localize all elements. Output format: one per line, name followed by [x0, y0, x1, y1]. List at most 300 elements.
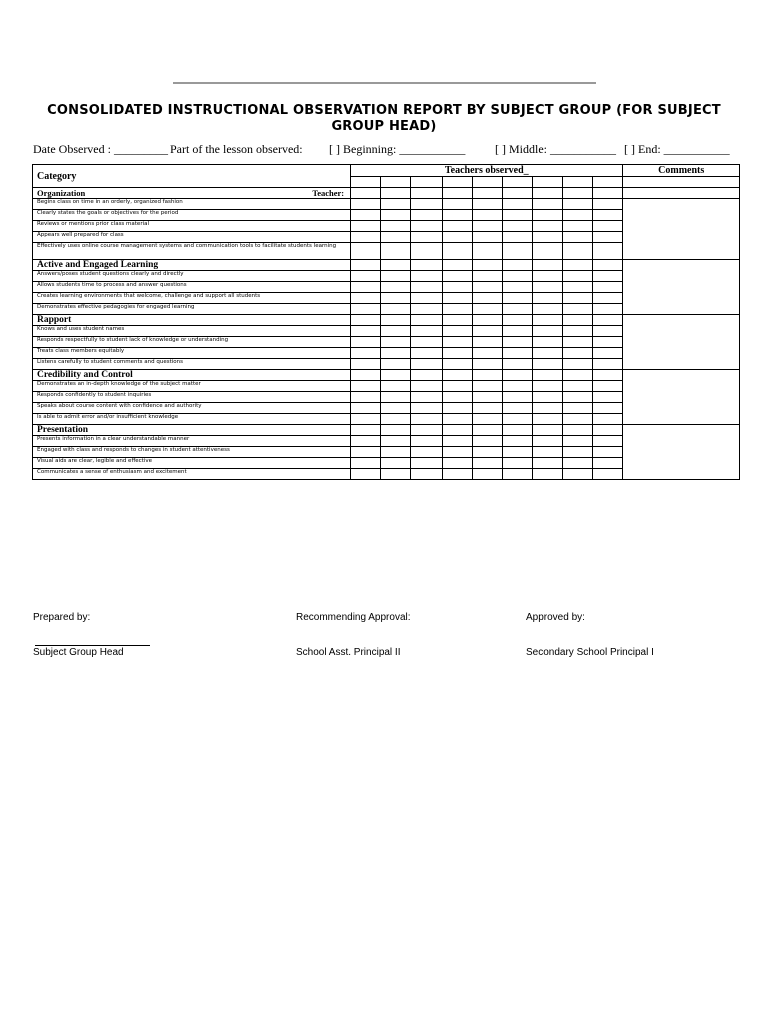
section-name: Organization: [37, 188, 86, 198]
rating-cell[interactable]: [411, 271, 442, 282]
rating-cell[interactable]: [533, 326, 563, 337]
rating-cell[interactable]: [411, 381, 442, 392]
rating-cell[interactable]: [563, 282, 593, 293]
rating-cell[interactable]: [442, 315, 472, 326]
rating-cell[interactable]: [533, 392, 563, 403]
rating-cell[interactable]: [563, 414, 593, 425]
rating-cell[interactable]: [472, 469, 502, 480]
rating-cell[interactable]: [472, 243, 502, 260]
rating-cell[interactable]: [411, 414, 442, 425]
rating-cell[interactable]: [472, 232, 502, 243]
rating-cell[interactable]: [411, 199, 442, 210]
comment-cell[interactable]: [623, 370, 740, 425]
rating-cell[interactable]: [351, 392, 381, 403]
rating-cell[interactable]: [351, 458, 381, 469]
section-row: [33, 425, 740, 436]
rating-cell[interactable]: [533, 447, 563, 458]
rating-cell[interactable]: [593, 425, 623, 436]
table-header-row: [33, 165, 740, 177]
rating-cell[interactable]: [442, 337, 472, 348]
rating-cell[interactable]: [442, 199, 472, 210]
rating-cell[interactable]: [381, 232, 411, 243]
rating-cell[interactable]: [533, 210, 563, 221]
rating-cell[interactable]: [442, 403, 472, 414]
section-row: [33, 260, 740, 271]
rating-cell[interactable]: [381, 188, 411, 199]
rating-cell[interactable]: [563, 326, 593, 337]
rating-cell[interactable]: [472, 447, 502, 458]
rating-cell[interactable]: [593, 243, 623, 260]
rating-cell[interactable]: [381, 304, 411, 315]
rating-cell[interactable]: [351, 293, 381, 304]
rating-cell[interactable]: [502, 282, 532, 293]
rating-cell[interactable]: [472, 271, 502, 282]
rating-cell[interactable]: [381, 271, 411, 282]
criterion-text: Allows students time to process and answer questions: [33, 282, 351, 293]
rating-cell[interactable]: [593, 221, 623, 232]
rating-cell[interactable]: [563, 293, 593, 304]
rating-cell[interactable]: [502, 243, 532, 260]
rating-cell[interactable]: [533, 232, 563, 243]
rating-cell[interactable]: [442, 304, 472, 315]
rating-cell[interactable]: [533, 293, 563, 304]
category-header: Category: [33, 165, 351, 188]
rating-cell[interactable]: [563, 469, 593, 480]
rating-cell[interactable]: [472, 414, 502, 425]
rating-cell[interactable]: [533, 260, 563, 271]
rating-cell[interactable]: [381, 414, 411, 425]
rating-cell[interactable]: [472, 260, 502, 271]
rating-cell[interactable]: [442, 271, 472, 282]
teacher-column-cell[interactable]: [533, 177, 563, 188]
rating-cell[interactable]: [593, 199, 623, 210]
criterion-text: Effectively uses online course management systems and communication tools to facilitate students learning: [33, 243, 351, 260]
rating-cell[interactable]: [502, 348, 532, 359]
rating-cell[interactable]: [411, 210, 442, 221]
end-checkbox-field: [ ] End: ___________: [624, 142, 730, 156]
rating-cell[interactable]: [563, 403, 593, 414]
rating-cell[interactable]: [533, 414, 563, 425]
rating-cell[interactable]: [472, 210, 502, 221]
rating-cell[interactable]: [472, 188, 502, 199]
rating-cell[interactable]: [563, 392, 593, 403]
rating-cell[interactable]: [472, 348, 502, 359]
rating-cell[interactable]: [381, 260, 411, 271]
rating-cell[interactable]: [533, 425, 563, 436]
section-row: [33, 188, 740, 199]
rating-cell[interactable]: [563, 260, 593, 271]
rating-cell[interactable]: [502, 403, 532, 414]
rating-cell[interactable]: [351, 232, 381, 243]
rating-cell[interactable]: [502, 221, 532, 232]
comment-cell[interactable]: [623, 425, 740, 480]
beginning-checkbox-field: [ ] Beginning: ___________: [329, 142, 466, 156]
rating-cell[interactable]: [502, 359, 532, 370]
header-rule: [173, 82, 596, 84]
criterion-text: Visual aids are clear, legible and effective: [33, 458, 351, 469]
rating-cell[interactable]: [593, 359, 623, 370]
middle-checkbox-field: [ ] Middle: ___________: [495, 142, 616, 156]
rating-cell[interactable]: [533, 436, 563, 447]
rating-cell[interactable]: [472, 293, 502, 304]
rating-cell[interactable]: [351, 337, 381, 348]
rating-cell[interactable]: [472, 403, 502, 414]
rating-cell[interactable]: [381, 370, 411, 381]
rating-cell[interactable]: [381, 243, 411, 260]
rating-cell[interactable]: [442, 392, 472, 403]
rating-cell[interactable]: [411, 188, 442, 199]
principal-label: Secondary School Principal I: [526, 647, 654, 658]
rating-cell[interactable]: [351, 403, 381, 414]
teacher-column-cell[interactable]: [502, 177, 532, 188]
rating-cell[interactable]: [563, 381, 593, 392]
criterion-text: Speaks about course content with confidence and authority: [33, 403, 351, 414]
report-title: CONSOLIDATED INSTRUCTIONAL OBSERVATION REPORT BY SUBJECT GROUP (FOR SUBJECT GROUP HEAD): [47, 103, 721, 134]
date-observed-field: Date Observed : _________: [33, 142, 168, 156]
criterion-text: Responds confidently to student inquiries: [33, 392, 351, 403]
rating-cell[interactable]: [351, 348, 381, 359]
teacher-column-cell[interactable]: [381, 177, 411, 188]
rating-cell[interactable]: [411, 447, 442, 458]
rating-cell[interactable]: [411, 326, 442, 337]
rating-cell[interactable]: [533, 243, 563, 260]
rating-cell[interactable]: [442, 425, 472, 436]
section-title: [33, 370, 351, 381]
rating-cell[interactable]: [533, 221, 563, 232]
rating-cell[interactable]: [533, 199, 563, 210]
section-name: Credibility and Control: [37, 370, 133, 380]
rating-cell[interactable]: [533, 403, 563, 414]
rating-cell[interactable]: [502, 425, 532, 436]
rating-cell[interactable]: [442, 326, 472, 337]
rating-cell[interactable]: [593, 210, 623, 221]
rating-cell[interactable]: [411, 221, 442, 232]
asst-principal-label: School Asst. Principal II: [296, 647, 401, 658]
rating-cell[interactable]: [411, 458, 442, 469]
teacher-column-cell[interactable]: [472, 177, 502, 188]
rating-cell[interactable]: [381, 403, 411, 414]
rating-cell[interactable]: [502, 315, 532, 326]
rating-cell[interactable]: [502, 188, 532, 199]
rating-cell[interactable]: [533, 348, 563, 359]
rating-cell[interactable]: [351, 210, 381, 221]
rating-cell[interactable]: [411, 436, 442, 447]
rating-cell[interactable]: [533, 469, 563, 480]
criterion-text: Begins class on time in an orderly, organized fashion: [33, 199, 351, 210]
rating-cell[interactable]: [563, 359, 593, 370]
rating-cell[interactable]: [351, 359, 381, 370]
rating-cell[interactable]: [442, 282, 472, 293]
rating-cell[interactable]: [502, 392, 532, 403]
section-name: Presentation: [37, 425, 89, 435]
rating-cell[interactable]: [502, 337, 532, 348]
rating-cell[interactable]: [502, 210, 532, 221]
rating-cell[interactable]: [442, 260, 472, 271]
rating-cell[interactable]: [411, 392, 442, 403]
rating-cell[interactable]: [472, 326, 502, 337]
rating-cell[interactable]: [502, 458, 532, 469]
rating-cell[interactable]: [442, 447, 472, 458]
rating-cell[interactable]: [442, 188, 472, 199]
rating-cell[interactable]: [351, 447, 381, 458]
section-title: [33, 425, 351, 436]
section-title: [33, 260, 351, 271]
rating-cell[interactable]: [502, 271, 532, 282]
criterion-text: Reviews or mentions prior class material: [33, 221, 351, 232]
rating-cell[interactable]: [411, 359, 442, 370]
rating-cell[interactable]: [381, 447, 411, 458]
rating-cell[interactable]: [593, 232, 623, 243]
rating-cell[interactable]: [381, 436, 411, 447]
criterion-text: Engaged with class and responds to changes in student attentiveness: [33, 447, 351, 458]
rating-cell[interactable]: [411, 315, 442, 326]
rating-cell[interactable]: [472, 381, 502, 392]
criterion-text: Answers/poses student questions clearly and directly: [33, 271, 351, 282]
rating-cell[interactable]: [381, 293, 411, 304]
rating-cell[interactable]: [411, 282, 442, 293]
rating-cell[interactable]: [593, 337, 623, 348]
criterion-text: Knows and uses student names: [33, 326, 351, 337]
rating-cell[interactable]: [472, 436, 502, 447]
rating-cell[interactable]: [411, 260, 442, 271]
rating-cell[interactable]: [593, 348, 623, 359]
rating-cell[interactable]: [593, 260, 623, 271]
rating-cell[interactable]: [502, 414, 532, 425]
criterion-text: Creates learning environments that welcome, challenge and support all students: [33, 293, 351, 304]
rating-cell[interactable]: [593, 271, 623, 282]
recommending-approval-label: Recommending Approval:: [296, 612, 411, 623]
criterion-text: Presents information in a clear understandable manner: [33, 436, 351, 447]
rating-cell[interactable]: [381, 326, 411, 337]
signature-line: [35, 645, 150, 646]
lesson-part-label: Part of the lesson observed:: [170, 142, 303, 156]
rating-cell[interactable]: [533, 337, 563, 348]
rating-cell[interactable]: [533, 188, 563, 199]
rating-cell[interactable]: [563, 458, 593, 469]
rating-cell[interactable]: [351, 315, 381, 326]
rating-cell[interactable]: [411, 243, 442, 260]
rating-cell[interactable]: [472, 337, 502, 348]
teacher-label: Teacher:: [312, 188, 345, 198]
rating-cell[interactable]: [472, 359, 502, 370]
criterion-text: Treats class members equitably: [33, 348, 351, 359]
rating-cell[interactable]: [502, 260, 532, 271]
rating-cell[interactable]: [593, 447, 623, 458]
rating-cell[interactable]: [442, 436, 472, 447]
criterion-text: Clearly states the goals or objectives for the period: [33, 210, 351, 221]
rating-cell[interactable]: [351, 188, 381, 199]
rating-cell[interactable]: [351, 243, 381, 260]
rating-cell[interactable]: [442, 243, 472, 260]
rating-cell[interactable]: [442, 370, 472, 381]
rating-cell[interactable]: [442, 469, 472, 480]
rating-cell[interactable]: [381, 469, 411, 480]
rating-cell[interactable]: [442, 458, 472, 469]
rating-cell[interactable]: [593, 458, 623, 469]
teacher-column-cell[interactable]: [411, 177, 442, 188]
rating-cell[interactable]: [502, 304, 532, 315]
rating-cell[interactable]: [381, 392, 411, 403]
rating-cell[interactable]: [351, 381, 381, 392]
rating-cell[interactable]: [381, 337, 411, 348]
rating-cell[interactable]: [472, 392, 502, 403]
rating-cell[interactable]: [351, 425, 381, 436]
comment-cell[interactable]: [623, 260, 740, 315]
rating-cell[interactable]: [533, 315, 563, 326]
criterion-text: Communicates a sense of enthusiasm and excitement: [33, 469, 351, 480]
rating-cell[interactable]: [593, 188, 623, 199]
teacher-column-cell[interactable]: [593, 177, 623, 188]
rating-cell[interactable]: [533, 282, 563, 293]
rating-cell[interactable]: [563, 436, 593, 447]
rating-cell[interactable]: [351, 271, 381, 282]
rating-cell[interactable]: [472, 458, 502, 469]
rating-cell[interactable]: [351, 436, 381, 447]
rating-cell[interactable]: [411, 337, 442, 348]
rating-cell[interactable]: [351, 414, 381, 425]
rating-cell[interactable]: [502, 326, 532, 337]
rating-cell[interactable]: [351, 260, 381, 271]
rating-cell[interactable]: [411, 293, 442, 304]
rating-cell[interactable]: [381, 359, 411, 370]
rating-cell[interactable]: [442, 221, 472, 232]
rating-cell[interactable]: [533, 359, 563, 370]
rating-cell[interactable]: [381, 348, 411, 359]
rating-cell[interactable]: [563, 315, 593, 326]
rating-cell[interactable]: [502, 370, 532, 381]
teacher-column-cell[interactable]: [563, 177, 593, 188]
rating-cell[interactable]: [533, 271, 563, 282]
rating-cell[interactable]: [563, 232, 593, 243]
rating-cell[interactable]: [563, 425, 593, 436]
comment-cell[interactable]: [623, 199, 740, 260]
rating-cell[interactable]: [593, 370, 623, 381]
teacher-column-cell[interactable]: [442, 177, 472, 188]
rating-cell[interactable]: [502, 381, 532, 392]
rating-cell[interactable]: [351, 304, 381, 315]
criterion-text: Demonstrates an in-depth knowledge of the subject matter: [33, 381, 351, 392]
section-name: Active and Engaged Learning: [37, 260, 159, 270]
rating-cell[interactable]: [351, 282, 381, 293]
rating-cell[interactable]: [472, 304, 502, 315]
rating-cell[interactable]: [411, 469, 442, 480]
rating-cell[interactable]: [381, 221, 411, 232]
rating-cell[interactable]: [533, 458, 563, 469]
rating-cell[interactable]: [533, 370, 563, 381]
comment-cell[interactable]: [623, 315, 740, 370]
subject-group-head-label: Subject Group Head: [33, 647, 124, 658]
teacher-column-cell[interactable]: [351, 177, 381, 188]
rating-cell[interactable]: [411, 304, 442, 315]
rating-cell[interactable]: [351, 370, 381, 381]
rating-cell[interactable]: [563, 271, 593, 282]
rating-cell[interactable]: [502, 232, 532, 243]
criterion-text: Demonstrates effective pedagogies for engaged learning: [33, 304, 351, 315]
rating-cell[interactable]: [563, 210, 593, 221]
rating-cell[interactable]: [381, 381, 411, 392]
rating-cell[interactable]: [533, 304, 563, 315]
rating-cell[interactable]: [593, 381, 623, 392]
rating-cell[interactable]: [381, 425, 411, 436]
rating-cell[interactable]: [442, 232, 472, 243]
rating-cell[interactable]: [442, 210, 472, 221]
rating-cell[interactable]: [381, 199, 411, 210]
rating-cell[interactable]: [411, 403, 442, 414]
rating-cell[interactable]: [411, 348, 442, 359]
rating-cell[interactable]: [593, 293, 623, 304]
rating-cell[interactable]: [593, 282, 623, 293]
section-row: [33, 370, 740, 381]
rating-cell[interactable]: [381, 458, 411, 469]
rating-cell[interactable]: [563, 370, 593, 381]
rating-cell[interactable]: [563, 188, 593, 199]
rating-cell[interactable]: [502, 199, 532, 210]
rating-cell[interactable]: [351, 326, 381, 337]
rating-cell[interactable]: [502, 293, 532, 304]
rating-cell[interactable]: [472, 370, 502, 381]
approved-by-label: Approved by:: [526, 612, 585, 623]
rating-cell[interactable]: [593, 392, 623, 403]
rating-cell[interactable]: [502, 469, 532, 480]
rating-cell[interactable]: [533, 381, 563, 392]
rating-cell[interactable]: [472, 425, 502, 436]
rating-cell[interactable]: [472, 315, 502, 326]
rating-cell[interactable]: [472, 221, 502, 232]
rating-cell[interactable]: [351, 469, 381, 480]
observation-table: [32, 164, 740, 480]
rating-cell[interactable]: [593, 469, 623, 480]
rating-cell[interactable]: [563, 199, 593, 210]
rating-cell[interactable]: [351, 221, 381, 232]
rating-cell[interactable]: [502, 436, 532, 447]
rating-cell[interactable]: [442, 414, 472, 425]
rating-cell[interactable]: [381, 210, 411, 221]
rating-cell[interactable]: [351, 199, 381, 210]
rating-cell[interactable]: [442, 381, 472, 392]
criterion-text: Responds respectfully to student lack of knowledge or understanding: [33, 337, 351, 348]
comments-subheader-cell[interactable]: [623, 177, 740, 188]
rating-cell[interactable]: [593, 326, 623, 337]
rating-cell[interactable]: [411, 425, 442, 436]
rating-cell[interactable]: [411, 370, 442, 381]
rating-cell[interactable]: [563, 447, 593, 458]
rating-cell[interactable]: [563, 221, 593, 232]
rating-cell[interactable]: [563, 243, 593, 260]
rating-cell[interactable]: [411, 232, 442, 243]
rating-cell[interactable]: [593, 436, 623, 447]
rating-cell[interactable]: [442, 359, 472, 370]
rating-cell[interactable]: [381, 282, 411, 293]
rating-cell[interactable]: [502, 447, 532, 458]
rating-cell[interactable]: [563, 337, 593, 348]
section-title: [33, 315, 351, 326]
rating-cell[interactable]: [593, 414, 623, 425]
rating-cell[interactable]: [593, 304, 623, 315]
rating-cell[interactable]: [593, 315, 623, 326]
rating-cell[interactable]: [472, 282, 502, 293]
rating-cell[interactable]: [442, 348, 472, 359]
rating-cell[interactable]: [442, 293, 472, 304]
section-row: [33, 315, 740, 326]
comments-header: Comments: [623, 165, 740, 177]
rating-cell[interactable]: [381, 315, 411, 326]
rating-cell[interactable]: [472, 199, 502, 210]
rating-cell[interactable]: [563, 348, 593, 359]
comment-cell[interactable]: [623, 188, 740, 199]
teachers-observed-header: Teachers observed_: [351, 165, 623, 177]
rating-cell[interactable]: [563, 304, 593, 315]
rating-cell[interactable]: [593, 403, 623, 414]
